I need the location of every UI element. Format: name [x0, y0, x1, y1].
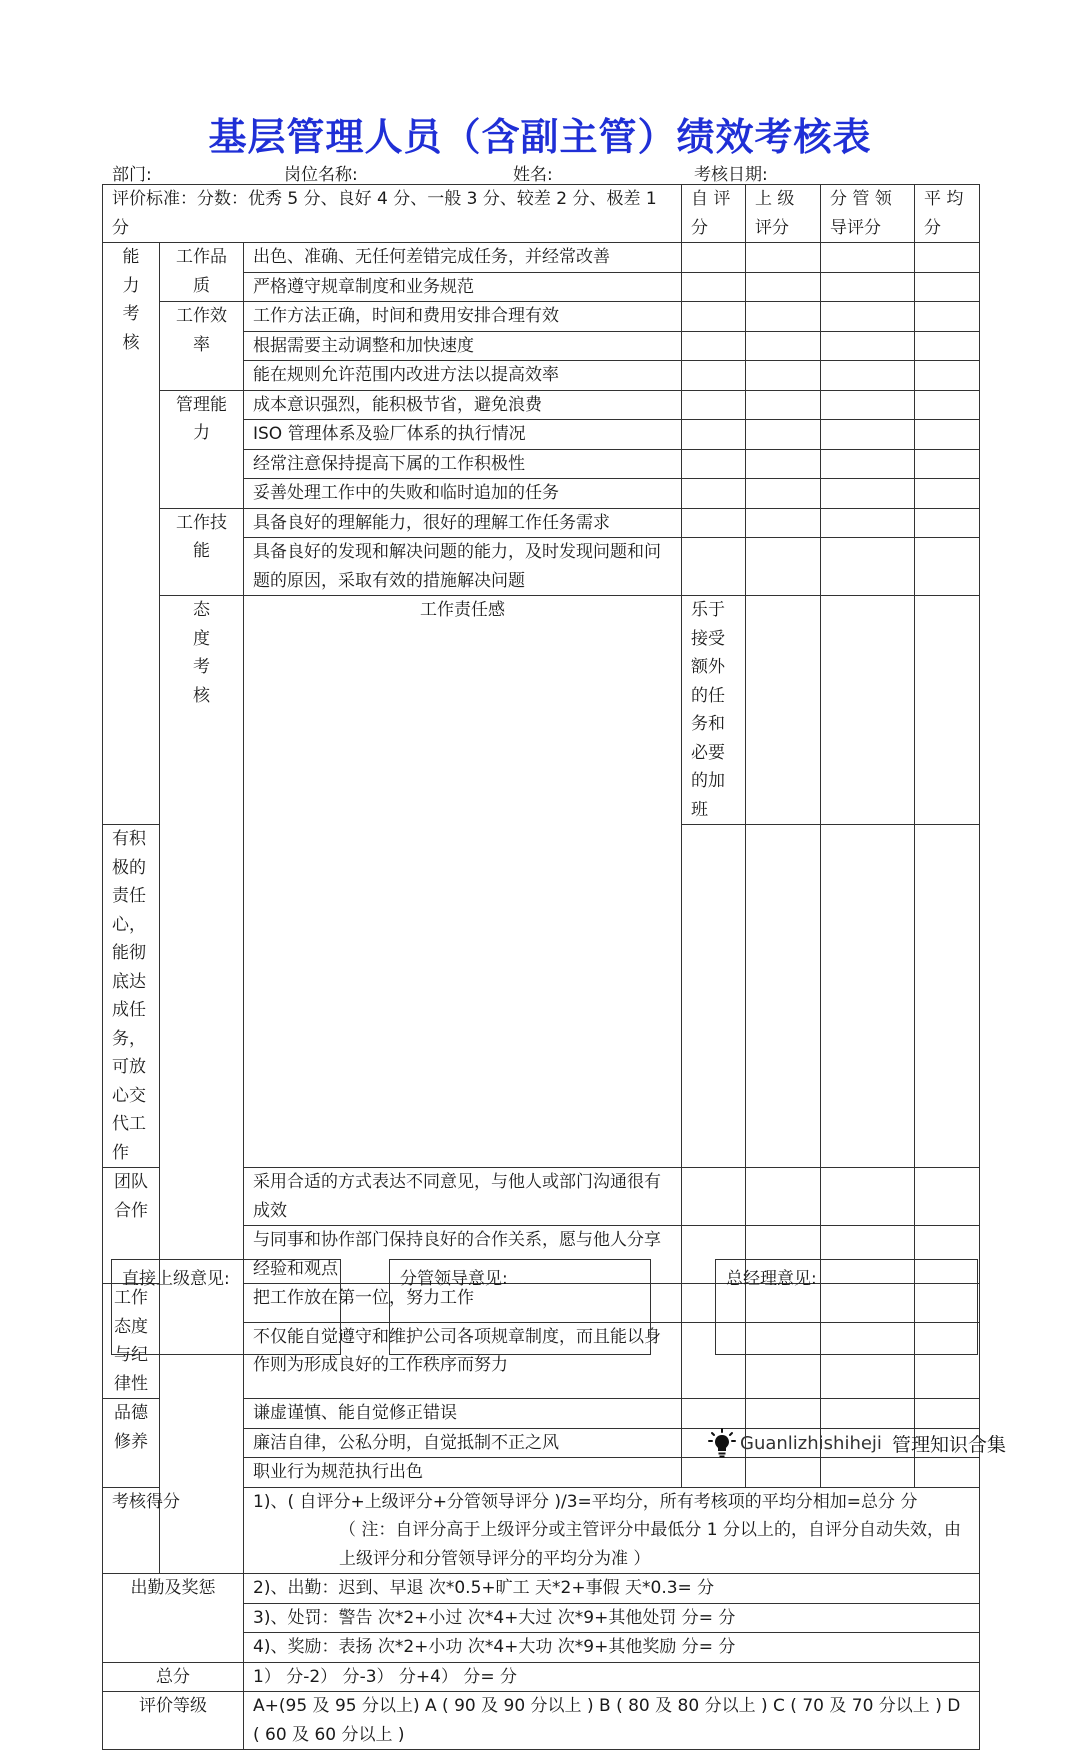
self-score-header: 自 评 分 — [682, 185, 746, 243]
leader-score-cell[interactable] — [821, 302, 915, 332]
direct-superior-opinion-box[interactable] — [111, 1259, 341, 1355]
leader-score-cell[interactable] — [821, 390, 915, 420]
average-score-cell[interactable] — [915, 1399, 980, 1429]
superior-score-cell[interactable] — [746, 420, 821, 450]
leader-score-cell[interactable] — [821, 479, 915, 509]
criteria-item: 乐于接受额外的任务和必要的加班 — [682, 596, 746, 825]
leader-score-cell[interactable] — [821, 1458, 915, 1488]
date-label: 考核日期: — [694, 165, 768, 185]
leader-score-cell[interactable] — [821, 1168, 915, 1226]
attendance-row: 2)、出勤：迟到、早退 次*0.5+旷工 天*2+事假 天*0.3= 分 — [244, 1574, 980, 1604]
criteria-item: 与同事和协作部门保持良好的合作关系，愿与他人分享经验和观点 — [244, 1226, 682, 1284]
average-score-cell[interactable] — [915, 825, 980, 1168]
self-score-cell[interactable] — [682, 508, 746, 538]
criteria-item: 有积极的责任心，能彻底达成任务，可放心交代工作 — [103, 825, 160, 1168]
self-score-cell[interactable] — [746, 596, 821, 825]
group-teamwork: 团队合作 — [103, 1168, 160, 1284]
average-score-cell[interactable] — [915, 390, 980, 420]
average-score-cell[interactable] — [915, 508, 980, 538]
superior-score-cell[interactable] — [746, 449, 821, 479]
criteria-item: 廉洁自律，公私分明，自觉抵制不正之风 — [244, 1428, 682, 1458]
score-formula-cell — [244, 1487, 980, 1574]
penalty-row: 3)、处罚：警告 次*2+小过 次*4+大过 次*9+其他处罚 分= 分 — [244, 1603, 980, 1633]
total-label: 总分 — [103, 1662, 244, 1692]
leader-score-cell[interactable] — [821, 538, 915, 596]
self-score-cell[interactable] — [682, 361, 746, 391]
superior-score-cell[interactable] — [821, 596, 915, 825]
superior-score-cell[interactable] — [746, 390, 821, 420]
direct-superior-opinion-label: 直接上级意见: — [122, 1269, 230, 1289]
superior-score-cell[interactable] — [746, 272, 821, 302]
self-score-cell[interactable] — [682, 272, 746, 302]
average-score-cell[interactable] — [915, 331, 980, 361]
position-label: 岗位名称: — [284, 165, 358, 185]
self-score-cell[interactable] — [682, 420, 746, 450]
grade-label: 评价等级 — [103, 1692, 244, 1750]
criteria-item: 成本意识强烈，能积极节省，避免浪费 — [244, 390, 682, 420]
superior-score-cell[interactable] — [746, 331, 821, 361]
average-score-cell[interactable] — [915, 361, 980, 391]
self-score-cell[interactable] — [682, 1458, 746, 1488]
superior-score-cell[interactable] — [746, 1168, 821, 1226]
criteria-item: 把工作放在第一位，努力工作 — [244, 1284, 682, 1323]
average-score-cell[interactable] — [915, 272, 980, 302]
self-score-cell[interactable] — [682, 331, 746, 361]
self-score-cell[interactable] — [682, 1168, 746, 1226]
superior-score-header: 上 级 评分 — [746, 185, 821, 243]
criteria-item: 出色、准确、无任何差错完成任务，并经常改善 — [244, 243, 682, 273]
self-score-cell[interactable] — [682, 302, 746, 332]
average-score-cell[interactable] — [915, 449, 980, 479]
leader-score-cell[interactable] — [821, 508, 915, 538]
leader-score-cell[interactable] — [821, 361, 915, 391]
self-score-cell[interactable] — [682, 449, 746, 479]
leader-score-cell[interactable] — [821, 449, 915, 479]
reward-row: 4)、奖励：表扬 次*2+小功 次*4+大功 次*9+其他奖励 分= 分 — [244, 1633, 980, 1663]
appraisal-table — [102, 184, 980, 1750]
self-score-cell[interactable] — [682, 390, 746, 420]
lightbulb-icon — [708, 1428, 736, 1458]
footer-brand-cn: 管理知识合集 — [891, 1433, 1006, 1456]
self-score-cell[interactable] — [682, 243, 746, 273]
name-label: 姓名: — [513, 165, 553, 185]
department-label: 部门: — [112, 165, 152, 185]
score-label: 考核得分 — [103, 1487, 244, 1574]
grade-text: A+(95 及 95 分以上) A ( 90 及 90 分以上 ) B ( 80 及 80 分以上 ) C ( 70 及 70 分以上 ) D ( 60 及 60 分以上 ) — [244, 1692, 980, 1750]
self-score-cell[interactable] — [682, 1399, 746, 1429]
category-ability: 能力考核 — [103, 243, 160, 825]
superior-score-cell[interactable] — [746, 538, 821, 596]
average-score-cell[interactable] — [915, 1168, 980, 1226]
attendance-label: 出勤及奖惩 — [103, 1574, 244, 1663]
criteria-item: 职业行为规范执行出色 — [244, 1458, 682, 1488]
average-score-cell[interactable] — [915, 243, 980, 273]
footer-brand — [708, 1428, 1006, 1458]
leader-opinion-box[interactable] — [389, 1259, 651, 1355]
leader-score-cell[interactable] — [821, 825, 915, 1168]
superior-score-cell[interactable] — [746, 302, 821, 332]
superior-score-cell[interactable] — [746, 361, 821, 391]
page-title: 基层管理人员（含副主管）绩效考核表 — [208, 115, 872, 159]
criteria-item: 能在规则允许范围内改进方法以提高效率 — [244, 361, 682, 391]
criteria-item: 采用合适的方式表达不同意见，与他人或部门沟通很有成效 — [244, 1168, 682, 1226]
group-responsibility: 工作责任感 — [244, 596, 682, 1168]
gm-opinion-label: 总经理意见: — [726, 1269, 817, 1289]
criteria-item: ISO 管理体系及验厂体系的执行情况 — [244, 420, 682, 450]
criteria-item: 工作方法正确，时间和费用安排合理有效 — [244, 302, 682, 332]
leader-score-cell[interactable] — [821, 243, 915, 273]
footer-brand-en: Guanlizhishiheji — [740, 1432, 882, 1454]
group-moral-character: 品德修养 — [103, 1399, 160, 1488]
category-attitude: 态度考核 — [160, 596, 244, 1574]
leader-opinion-label: 分管领导意见: — [400, 1269, 508, 1289]
leader-score-cell[interactable] — [821, 331, 915, 361]
group-work-quality: 工作品质 — [160, 243, 244, 302]
leader-score-cell[interactable] — [821, 420, 915, 450]
average-score-cell[interactable] — [915, 420, 980, 450]
criteria-item: 具备良好的理解能力，很好的理解工作任务需求 — [244, 508, 682, 538]
gm-opinion-box[interactable] — [715, 1259, 978, 1355]
average-score-cell[interactable] — [915, 538, 980, 596]
criteria-item: 根据需要主动调整和加快速度 — [244, 331, 682, 361]
superior-score-cell[interactable] — [746, 825, 821, 1168]
group-attitude-discipline: 工作态度与纪律性 — [103, 1284, 160, 1399]
group-work-skills: 工作技能 — [160, 508, 244, 596]
average-score-header: 平 均 分 — [915, 185, 980, 243]
average-score-cell[interactable] — [915, 1458, 980, 1488]
self-score-cell[interactable] — [682, 825, 746, 1168]
criteria-item: 严格遵守规章制度和业务规范 — [244, 272, 682, 302]
score-note: （ 注：自评分高于上级评分或主管评分中最低分 1 分以上的，自评分自动失效，由上级评分和分管领导评分的平均分为准 ） — [339, 1520, 962, 1569]
criteria-item: 经常注意保持提高下属的工作积极性 — [244, 449, 682, 479]
self-score-cell[interactable] — [682, 538, 746, 596]
leader-score-cell[interactable] — [915, 596, 980, 825]
leader-score-cell[interactable] — [821, 1399, 915, 1429]
superior-score-cell[interactable] — [746, 243, 821, 273]
average-score-cell[interactable] — [915, 479, 980, 509]
criteria-item: 不仅能自觉遵守和维护公司各项规章制度，而且能以身作则为形成良好的工作秩序而努力 — [244, 1322, 682, 1398]
leader-score-header: 分 管 领 导评分 — [821, 185, 915, 243]
criteria-item: 谦虚谨慎、能自觉修正错误 — [244, 1399, 682, 1429]
group-work-efficiency: 工作效率 — [160, 302, 244, 391]
group-management-ability: 管理能力 — [160, 390, 244, 508]
criteria-item: 妥善处理工作中的失败和临时追加的任务 — [244, 479, 682, 509]
superior-score-cell[interactable] — [746, 508, 821, 538]
leader-score-cell[interactable] — [821, 272, 915, 302]
superior-score-cell[interactable] — [746, 479, 821, 509]
superior-score-cell[interactable] — [746, 1458, 821, 1488]
self-score-cell[interactable] — [682, 479, 746, 509]
criteria-header: 评价标准：分数：优秀 5 分、良好 4 分、一般 3 分、较差 2 分、极差 1 分 — [103, 185, 682, 243]
criteria-item: 具备良好的发现和解决问题的能力，及时发现问题和问题的原因，采取有效的措施解决问题 — [244, 538, 682, 596]
average-score-cell[interactable] — [915, 302, 980, 332]
total-formula: 1） 分-2） 分-3） 分+4） 分= 分 — [244, 1662, 980, 1692]
superior-score-cell[interactable] — [746, 1399, 821, 1429]
score-formula: 1)、( 自评分+上级评分+分管领导评分 )/3=平均分，所有考核项的平均分相加=总分 分 — [253, 1491, 918, 1512]
